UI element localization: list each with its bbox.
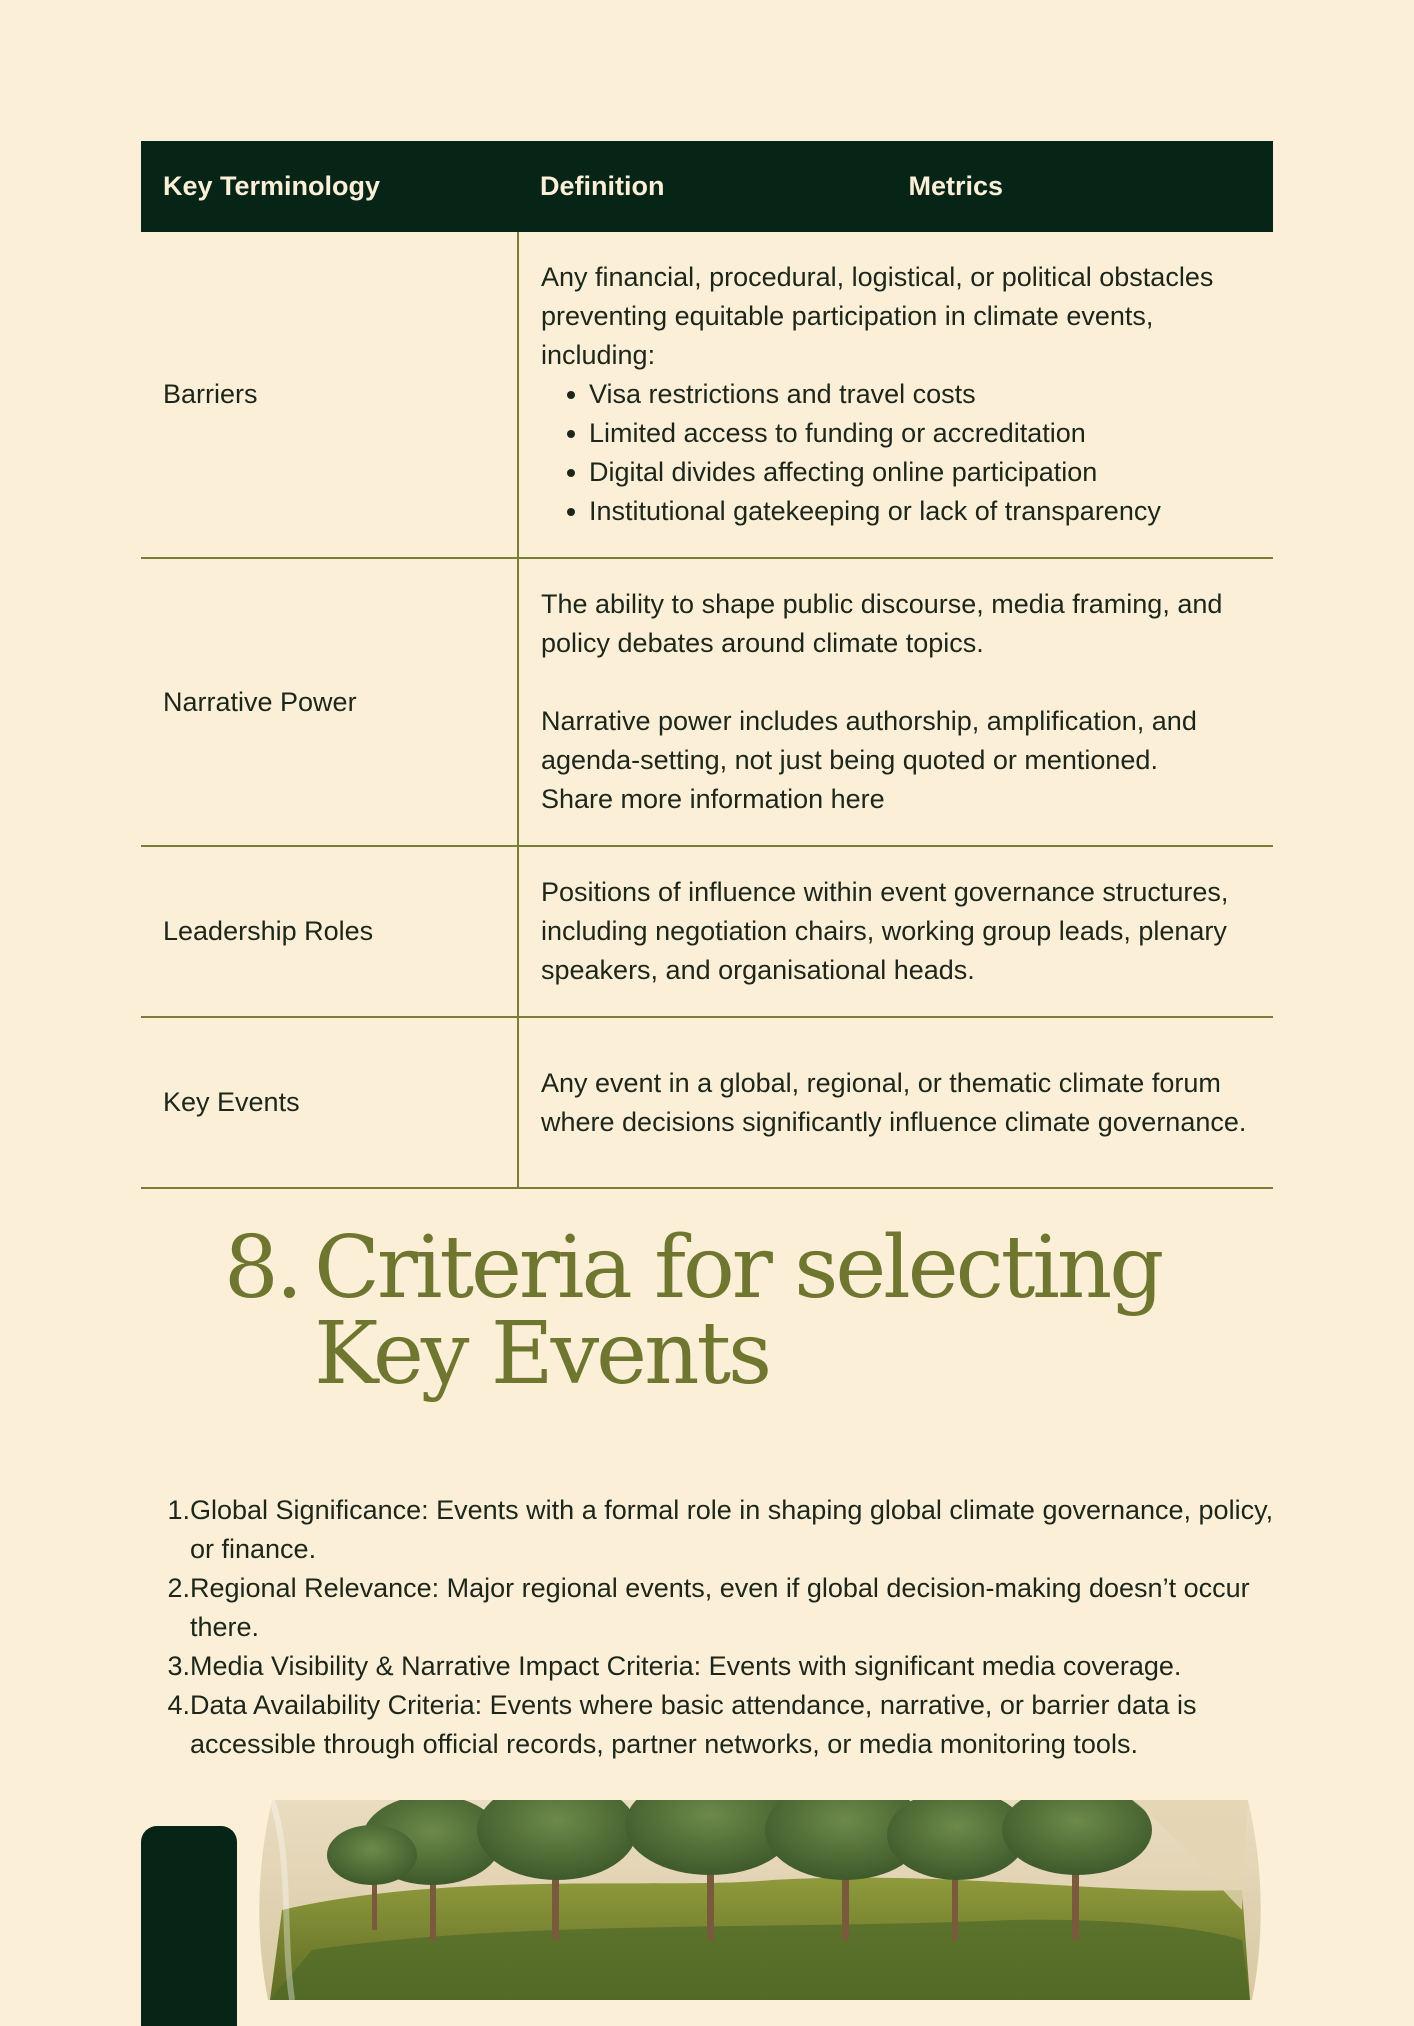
definition-note: Share more information here — [541, 784, 885, 814]
decorative-dark-tab — [141, 1826, 237, 2026]
definition-cell: Positions of influence within event governance structures, including negotiation chairs, working group leads, plenary speakers, and organisational heads. — [518, 846, 1273, 1017]
term-cell: Narrative Power — [141, 558, 518, 846]
term-cell: Key Events — [141, 1017, 518, 1188]
section-number: 8. — [224, 1218, 301, 1318]
table-header-row — [141, 141, 1273, 232]
header-definition: Definition — [540, 171, 665, 201]
section-title-line2: Key Events — [314, 1304, 770, 1404]
header-key-terminology: Key Terminology — [163, 171, 381, 201]
header-metrics: Metrics — [908, 171, 1004, 201]
item-text: Regional Relevance: Major regional events, even if global decision-making doesn’t occur there. — [190, 1573, 1250, 1642]
list-item — [162, 1569, 1282, 1647]
table-row — [141, 558, 1273, 846]
item-number: 3. — [167, 1651, 190, 1681]
list-item — [162, 1686, 1282, 1764]
item-number: 4. — [167, 1690, 190, 1720]
definition-intro: Any financial, procedural, logistical, or political obstacles preventing equitable participation in climate events, including: — [541, 262, 1214, 370]
definition-cell: Any event in a global, regional, or thematic climate forum where decisions significantly influence climate governance. — [518, 1017, 1273, 1188]
table-row — [141, 232, 1273, 558]
definition-paragraph: The ability to shape public discourse, media framing, and policy debates around climate topics. — [541, 589, 1223, 658]
section-title-text — [314, 1218, 1162, 1404]
terrarium-forest-image — [252, 1800, 1268, 2000]
item-text: Global Significance: Events with a formal role in shaping global climate governance, policy, or finance. — [190, 1495, 1274, 1564]
item-text: Media Visibility & Narrative Impact Criteria: Events with significant media coverage. — [190, 1651, 1182, 1681]
table-row — [141, 1017, 1273, 1188]
list-item: Digital divides affecting online participation — [567, 453, 1251, 492]
definition-cell — [518, 558, 1273, 846]
section-title-line1: Criteria for selecting — [314, 1218, 1162, 1318]
table-row — [141, 846, 1273, 1017]
term-cell: Leadership Roles — [141, 846, 518, 1017]
list-item: Visa restrictions and travel costs — [567, 375, 1251, 414]
section-heading — [224, 1218, 1224, 1404]
item-text: Data Availability Criteria: Events where basic attendance, narrative, or barrier data is accessible through official records, partner networks, or media monitoring tools. — [190, 1690, 1197, 1759]
barrier-list — [541, 375, 1251, 531]
definition-cell — [518, 232, 1273, 558]
term-cell: Barriers — [141, 232, 518, 558]
definition-paragraph: Narrative power includes authorship, amplification, and agenda-setting, not just being quoted or mentioned. — [541, 706, 1197, 775]
list-item: Limited access to funding or accreditation — [567, 414, 1251, 453]
criteria-list — [162, 1491, 1282, 1764]
terminology-table — [141, 141, 1273, 1189]
item-number: 2. — [167, 1573, 190, 1603]
list-item: Institutional gatekeeping or lack of transparency — [567, 492, 1251, 531]
list-item — [162, 1647, 1282, 1686]
item-number: 1. — [167, 1495, 190, 1525]
list-item — [162, 1491, 1282, 1569]
